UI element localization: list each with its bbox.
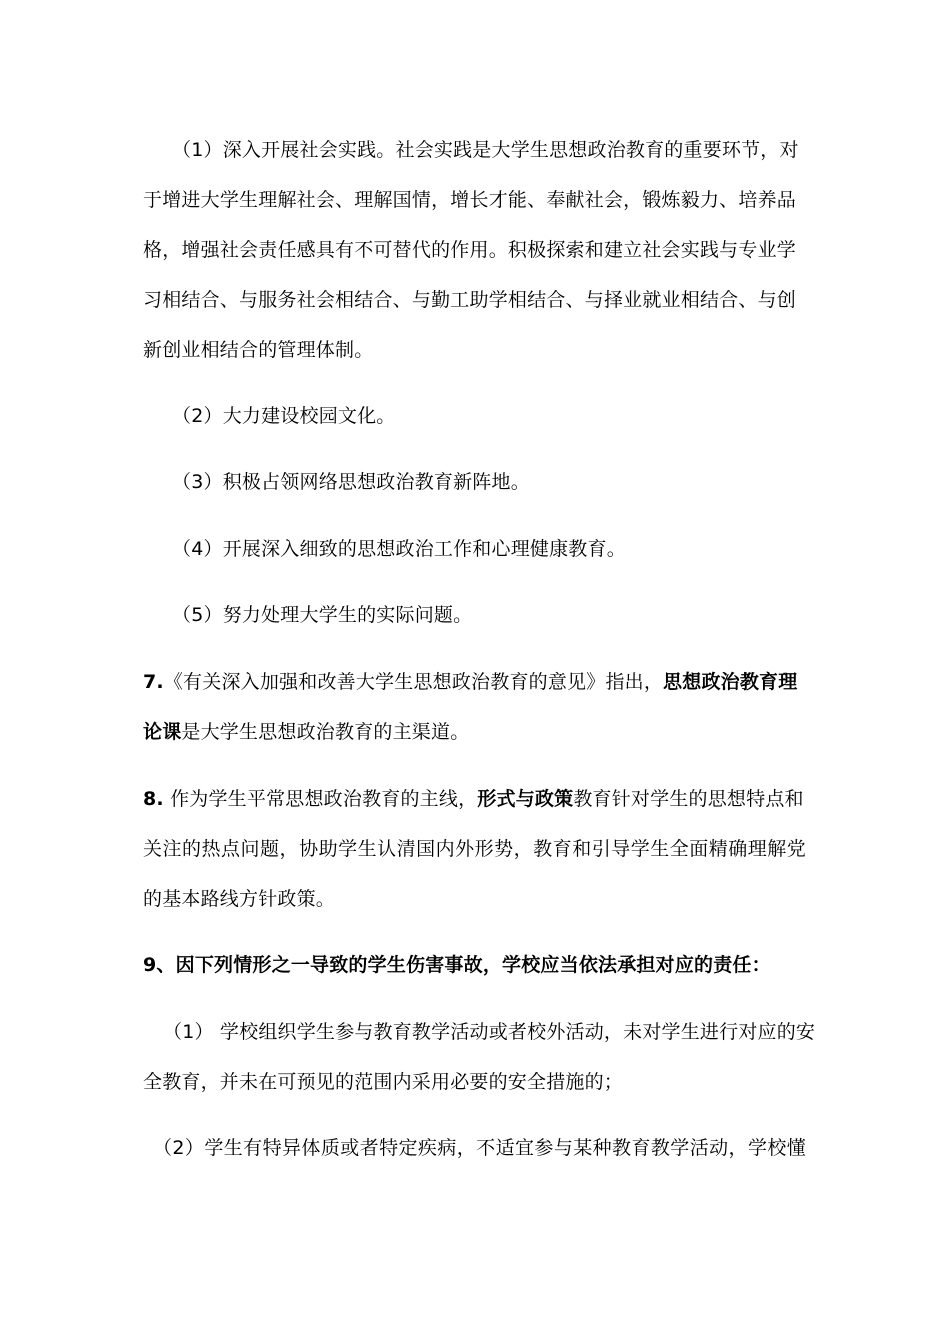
para1-line3: 格，增强社会责任感具有不可替代的作用。积极探索和建立社会实践与专业学: [143, 239, 796, 261]
list-item-3: （3）积极占领网络思想政治教育新阵地。: [172, 471, 530, 493]
para1-line5: 新创业相结合的管理体制。: [143, 339, 374, 361]
q7-bold2: 论课: [143, 721, 182, 743]
para1-line2: 于增进大学生理解社会、理解国情，增长才能、奉献社会，锻炼毅力、培养品: [143, 189, 796, 211]
q9-sub1-line2: 全教育，并未在可预见的范围内采用必要的安全措施的；: [143, 1071, 624, 1093]
q7-line2: [143, 717, 808, 747]
q9-heading: 9、因下列情形之一导致的学生伤害事故，学校应当依法承担对应的责任：: [143, 954, 771, 976]
q8-text1: 作为学生平常思想政治教育的主线，: [163, 788, 478, 810]
para1-line1: （1）深入开展社会实践。社会实践是大学生思想政治教育的重要环节，对: [172, 139, 799, 161]
q7-bold1: 思想政治教育理: [663, 671, 798, 693]
q9-sub1-line1: （1） 学校组织学生参与教育教学活动或者校外活动，未对学生进行对应的安: [163, 1021, 816, 1043]
list-item-5: （5）努力处理大学生的实际问题。: [172, 604, 473, 626]
q7-line1: [143, 667, 808, 697]
list-item-2: （2）大力建设校园文化。: [172, 405, 396, 427]
list-item-4: （4）开展深入细致的思想政治工作和心理健康教育。: [172, 538, 626, 560]
q8-text2: 教育针对学生的思想特点和: [573, 788, 804, 810]
q8-bold: 形式与政策: [477, 788, 574, 810]
q8-line1: [143, 784, 808, 814]
q8-line3: 的基本路线方针政策。: [143, 888, 336, 910]
q7-number: 7.: [143, 671, 164, 693]
q8-number: 8.: [143, 788, 164, 810]
q9-sub2-line1: （2）学生有特异体质或者特定疾病，不适宜参与某种教育教学活动，学校懂: [153, 1137, 806, 1159]
para1-line4: 习相结合、与服务社会相结合、与勤工助学相结合、与择业就业相结合、与创: [143, 289, 796, 311]
q8-line2: 关注的热点问题，协助学生认清国内外形势，教育和引导学生全面精确理解党: [143, 838, 806, 860]
q7-text2: 是大学生思想政治教育的主渠道。: [181, 721, 470, 743]
q7-text1: 《有关深入加强和改善大学生思想政治教育的意见》指出，: [163, 671, 664, 693]
